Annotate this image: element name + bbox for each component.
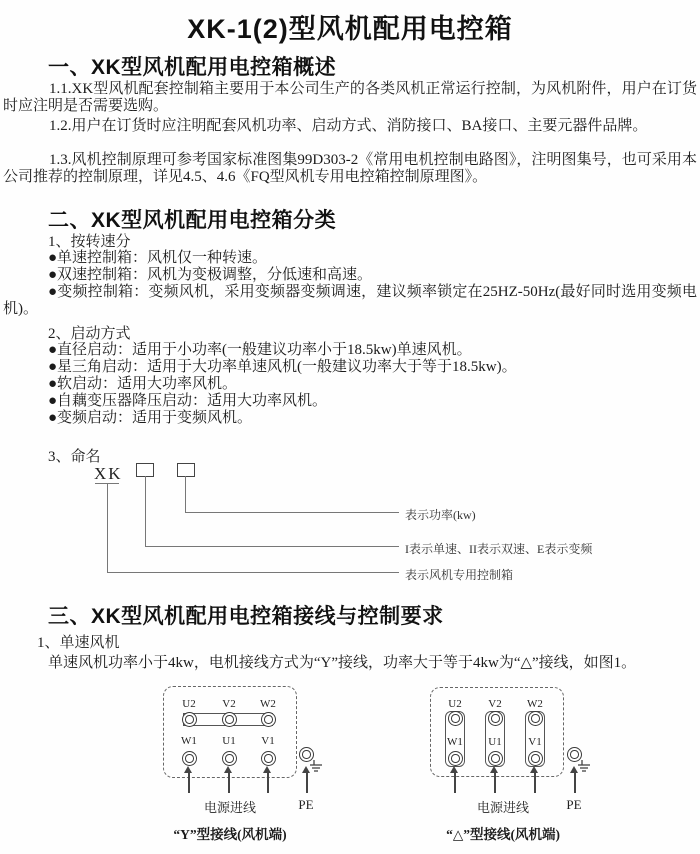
terminal-v2: [488, 711, 503, 726]
power-arrow-icon: [494, 773, 496, 793]
terminal-label: W2: [527, 698, 543, 710]
terminal-w1: [182, 751, 197, 766]
power-inlet-label: 电源进线: [476, 800, 529, 815]
pe-arrow-icon: [306, 773, 308, 793]
terminal-label: U2: [448, 698, 462, 710]
terminal-v2: [222, 712, 237, 727]
terminal-w2: [528, 711, 543, 726]
paragraph-1-2: 1.2.用户在订货时应注明配套风机功率、启动方式、消防接口、BA接口、主要元器件品牌。: [49, 118, 648, 134]
y-diagram-caption: “Y”型接线(风机端): [173, 827, 287, 842]
start-item: ●直径启动：适用于小功率(一般建议功率小于18.5kw)单速风机。: [48, 342, 472, 358]
delta-diagram-caption: “△”型接线(风机端): [446, 827, 560, 842]
start-group-label: 2、启动方式: [48, 326, 131, 342]
pe-label: PE: [566, 797, 582, 812]
terminal-u2: [182, 712, 197, 727]
terminal-label: V2: [488, 698, 502, 710]
naming-label: 3、命名: [48, 449, 101, 465]
terminal-label: V2: [222, 698, 236, 710]
start-item: ●星三角启动：适用于大功率单速风机(一般建议功率大于等于18.5kw)。: [48, 359, 517, 375]
power-arrow-icon: [188, 773, 190, 793]
page-title: XK-1(2)型风机配用电控箱: [187, 14, 513, 44]
speed-item: ●双速控制箱：风机为变极调整，分低速和高速。: [48, 267, 373, 283]
terminal-label: W1: [447, 736, 463, 748]
terminal-label: W2: [260, 698, 276, 710]
power-arrow-icon: [267, 773, 269, 793]
start-item: ●变频启动：适用于变频风机。: [48, 410, 253, 426]
terminal-label: W1: [181, 735, 197, 747]
start-item: ●软启动：适用大功率风机。: [48, 376, 238, 392]
delta-wiring-diagram: [420, 683, 620, 854]
naming-connector-prefix: [107, 484, 399, 573]
terminal-u2: [448, 711, 463, 726]
section3-heading: 三、XK型风机配用电控箱接线与控制要求: [48, 605, 444, 628]
power-inlet-label: 电源进线: [203, 800, 256, 815]
naming-prefix: XK: [94, 464, 123, 483]
speed-item: ●单速控制箱：风机仅一种转速。: [48, 250, 268, 266]
terminal-w1: [448, 751, 463, 766]
speed-group-label: 1、按转速分: [48, 234, 131, 250]
terminal-u1: [488, 751, 503, 766]
terminal-label: U1: [222, 735, 236, 747]
single-speed-label: 1、单速风机: [37, 635, 120, 651]
power-arrow-icon: [454, 773, 456, 793]
terminal-v1: [528, 751, 543, 766]
terminal-label: V1: [261, 735, 275, 747]
terminal-u1: [222, 751, 237, 766]
terminal-label: U2: [182, 698, 196, 710]
naming-box-2: [177, 463, 195, 477]
naming-callout-prefix: 表示风机专用控制箱: [405, 568, 514, 582]
section3-paragraph: 单速风机功率小于4kw，电机接线方式为“Y”接线，功率大于等于4kw为“△”接线，如图1。: [48, 655, 637, 671]
terminal-v1: [261, 751, 276, 766]
naming-callout-power: 表示功率(kw): [405, 508, 476, 522]
pe-label: PE: [298, 797, 314, 812]
paragraph-1-3: 1.3.风机控制原理可参考国家标准图集99D303-2《常用电机控制电路图》，注明图集号，也可采用本公司推荐的控制原理，详见4.5、4.6《FQ型风机专用电控箱控制原理图》。: [3, 152, 697, 185]
power-arrow-icon: [534, 773, 536, 793]
paragraph-1-1: 1.1.XK型风机配套控制箱主要用于本公司生产的各类风机正常运行控制，为风机附件，用户在订货时应注明是否需要选购。: [3, 81, 697, 114]
terminal-label: V1: [528, 736, 542, 748]
pe-arrow-icon: [574, 773, 576, 793]
section2-heading: 二、XK型风机配用电控箱分类: [48, 209, 337, 232]
naming-box-1: [136, 463, 154, 477]
y-wiring-diagram: [150, 683, 350, 854]
terminal-label: U1: [488, 736, 502, 748]
power-arrow-icon: [228, 773, 230, 793]
terminal-w2: [261, 712, 276, 727]
naming-diagram: [0, 460, 700, 595]
section1-heading: 一、XK型风机配用电控箱概述: [48, 56, 337, 79]
ground-icon: [578, 760, 592, 774]
ground-icon: [310, 760, 324, 774]
start-item: ●自藕变压器降压启动：适用大功率风机。: [48, 393, 328, 409]
speed-item: ●变频控制箱：变频风机，采用变频器变频调速，建议频率锁定在25HZ-50Hz(最好同时选用变频电机)。: [3, 284, 697, 317]
naming-callout-speed: I表示单速、II表示双速、E表示变频: [405, 542, 593, 556]
